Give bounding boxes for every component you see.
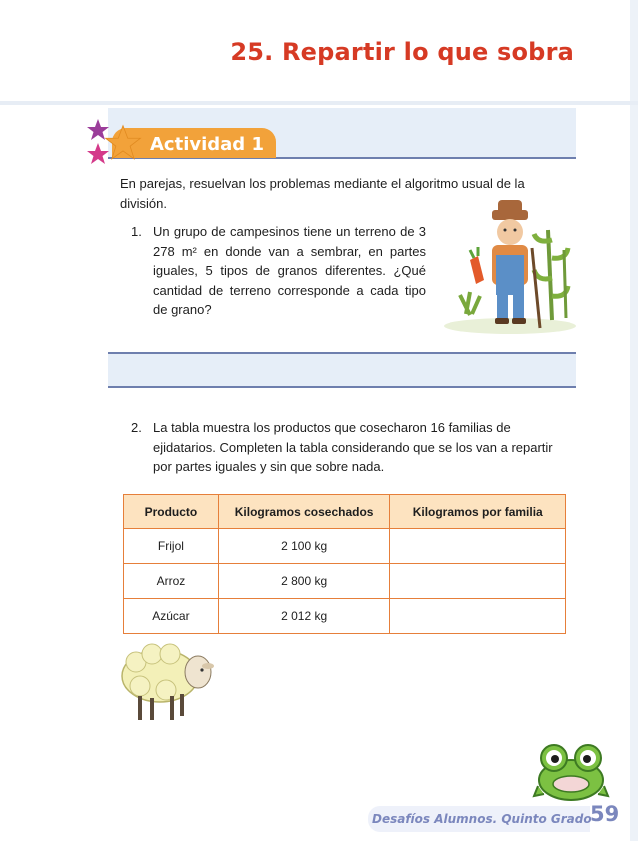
farmer-illustration <box>440 200 580 335</box>
footer-text: Desafíos Alumnos. Quinto Grado <box>372 812 592 826</box>
header-rule <box>0 101 638 105</box>
answer-rule-bottom <box>108 386 576 388</box>
harvest-cell: 2 012 kg <box>218 599 390 634</box>
intro-text: En parejas, resuelvan los problemas mediante el algoritmo usual de la división. <box>120 176 525 211</box>
harvest-cell: 2 100 kg <box>218 529 390 564</box>
product-cell: Frijol <box>124 529 219 564</box>
table-header: Producto <box>124 495 219 529</box>
product-cell: Arroz <box>124 564 219 599</box>
table-header-row <box>124 495 566 529</box>
problem-2-number: 2. <box>131 420 142 435</box>
page-title: 25. Repartir lo que sobra <box>230 38 574 66</box>
problem-1-number: 1. <box>131 224 142 239</box>
answer-cell[interactable] <box>390 564 566 599</box>
problem-1 <box>131 222 426 320</box>
table-header: Kilogramos por familia <box>390 495 566 529</box>
sheep-illustration <box>118 640 218 725</box>
harvest-cell: 2 800 kg <box>218 564 390 599</box>
problem-1-text: Un grupo de campesinos tiene un terreno de 3 278 m² en donde van a sembrar, en partes iguales, 5 tipos de granos diferentes. ¿Qué cantidad de terreno corresponde a cada tipo de grano? <box>153 224 426 317</box>
product-cell: Azúcar <box>124 599 219 634</box>
table-header: Kilogramos cosechados <box>218 495 390 529</box>
answer-cell[interactable] <box>390 529 566 564</box>
problem-2-text: La tabla muestra los productos que cosecharon 16 familias de ejidatarios. Completen la tabla considerando que se los van a repartir por partes iguales y sin que sobre nada. <box>153 420 553 474</box>
activity-label: Actividad 1 <box>150 134 264 155</box>
frog-illustration <box>532 742 610 804</box>
harvest-table <box>123 494 566 634</box>
table-row <box>124 529 566 564</box>
star-icon <box>104 124 142 162</box>
answer-cell[interactable] <box>390 599 566 634</box>
problem-2 <box>131 418 566 477</box>
page-edge <box>630 0 638 841</box>
table-row <box>124 599 566 634</box>
answer-rule-top <box>108 352 576 354</box>
table-row <box>124 564 566 599</box>
page-number: 59 <box>590 802 620 826</box>
